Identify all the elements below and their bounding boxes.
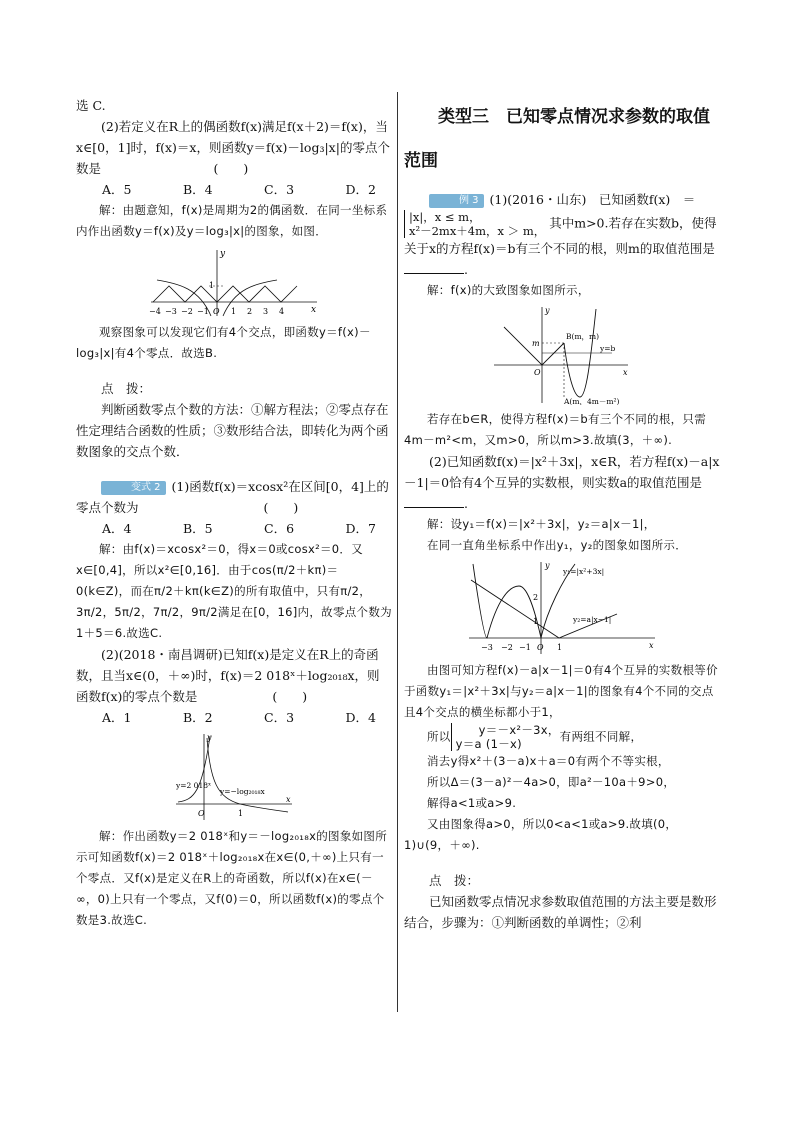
example-question-1 xyxy=(404,189,720,210)
tick: O xyxy=(213,307,220,316)
curve-label-exp: y=2 018ˣ xyxy=(176,781,212,790)
point-a: A(m，4m－m²) xyxy=(564,397,620,405)
example-q2-text: (2)已知函数f(x)＝|x²＋3x|，x∈R，若方程f(x)－a|x－1|＝0恰有4个互异的实数根，则实数a的取值范围是 xyxy=(404,454,720,490)
x-label: x xyxy=(311,305,317,315)
system-line: y＝a (1－x) xyxy=(455,737,522,751)
y-label: y xyxy=(545,561,550,570)
example-2-solution-c: 由图可知方程f(x)－a|x－1|＝0有4个互异的实数根等价于函数y₁＝|x²＋3x|与y₂＝a|x－1|的图象有4个不同的交点且4个交点的横坐标都小于1， xyxy=(404,663,718,719)
option: B．5 xyxy=(182,521,213,536)
x-label: x xyxy=(286,795,291,804)
tips-box-right xyxy=(404,870,720,933)
m-label: m xyxy=(532,339,540,348)
tips-text: 已知函数零点情况求参数取值范围的方法主要是数形结合，步骤为：①判断函数的单调性；②利 xyxy=(404,894,717,930)
option: A．5 xyxy=(102,182,132,197)
option: B．2 xyxy=(182,710,213,725)
triangle-wave xyxy=(153,286,297,302)
example-2-system-line xyxy=(404,723,720,751)
variant-question-1-text: (1)函数f(x)＝xcosx²在区间[0，4]上的零点个数为 ( ) xyxy=(76,479,389,515)
neg-log-curve xyxy=(207,738,288,812)
tips-text: 判断函数零点个数的方法：①解方程法；②零点存在性定理结合函数的性质；③数形结合法，即转化为两个函数图象的交点个数． xyxy=(76,402,389,459)
y-label: y xyxy=(207,733,212,742)
tick: −3 xyxy=(165,307,177,316)
tick: −1 xyxy=(197,307,209,316)
x-label: x xyxy=(623,368,628,377)
y-label: y xyxy=(220,249,226,259)
example-2-solution-b: 在同一直角坐标系中作出y₁，y₂的图象如图所示． xyxy=(427,538,688,552)
option: D．7 xyxy=(345,521,376,536)
option: A．4 xyxy=(102,521,132,536)
period: . xyxy=(464,262,468,277)
option: D．4 xyxy=(345,710,376,725)
tips-box xyxy=(76,378,392,462)
system-line: x²－2mx＋4m，x ＞ m， xyxy=(409,224,546,238)
variant-1-solution: 解：由f(x)＝xcosx²＝0，得x＝0或cosx²＝0．又x∈[0,4]，所以x²∈[0,16]．由于cos(π/2＋kπ)＝0(k∈Z)，而在π/2＋kπ(k∈Z)的所有取值中，只有π/2，3π/2，5π/2，7π/2，9π/2满足在[0，16]内，故零点个数为1＋5＝6.故选C. xyxy=(76,542,392,640)
y-label: y xyxy=(545,306,550,315)
system-line: |x|，x ≤ m， xyxy=(409,210,481,224)
variant-question-2: (2)(2018・南昌调研)已知f(x)是定义在R上的奇函数，且当x∈(0，＋∞)时，f(x)＝2 018ˣ＋log₂₀₁₈x，则函数f(x)的零点个数是 ( ) xyxy=(76,647,380,704)
so-label: 所以 xyxy=(427,729,451,744)
curve-label-log: y=−log₂₀₁₈x xyxy=(220,787,265,796)
piecewise-system xyxy=(404,210,545,238)
system-suffix: 有两组不同解， xyxy=(559,729,643,744)
variant-question-1 xyxy=(76,476,392,518)
tick-one: 1 xyxy=(533,617,539,626)
example-badge: 例 3 xyxy=(429,194,484,208)
tick: 1 xyxy=(231,307,237,316)
example-2-solution-f: 解得a<1或a>9. xyxy=(427,796,517,810)
answer-blank[interactable] xyxy=(404,260,464,274)
tick: −3 xyxy=(481,643,493,652)
option: C．3 xyxy=(264,182,295,197)
curve-label-1: y₁=|x²+3x| xyxy=(563,567,605,576)
question-2-solution: 解：由题意知，f(x)是周期为2的偶函数．在同一坐标系内作出函数y＝f(x)及y＝log₃|x|的图象，如图． xyxy=(76,203,388,238)
system-line: y＝－x²－3x， xyxy=(478,723,560,737)
x-label: x xyxy=(649,641,654,650)
example-2-solution-a: 解：设y₁＝f(x)＝|x²＋3x|，y₂＝a|x－1|， xyxy=(427,517,656,531)
example-2-solution-d: 消去y得x²＋(3－a)x＋a＝0有两个不等实根， xyxy=(427,754,670,768)
option: A．1 xyxy=(102,710,132,725)
exp-curve xyxy=(178,736,210,802)
point-b: B(m，m) xyxy=(566,332,600,341)
figure-periodic-log xyxy=(149,246,319,318)
example-question-2 xyxy=(404,451,720,514)
option: C．3 xyxy=(264,710,295,725)
line-label: y=b xyxy=(600,344,616,353)
example-1-conclusion: 若存在b∈R，使得方程f(x)＝b有三个不同的根，只需4m－m²<m，又m>0，所以m>3.故填(3，＋∞). xyxy=(404,412,707,447)
option: C．6 xyxy=(264,521,295,536)
curve-label-2: y₂=a|x−1| xyxy=(573,615,612,624)
figure-exp-log xyxy=(174,732,294,822)
period: . xyxy=(464,496,468,511)
option: B．4 xyxy=(182,182,213,197)
left-column xyxy=(76,95,392,931)
tick: 3 xyxy=(263,307,269,316)
tick-one: 1 xyxy=(238,809,244,818)
equation-system xyxy=(451,723,560,751)
figure-abs-quadratic xyxy=(467,560,657,656)
abs-quadratic-curve xyxy=(473,564,575,638)
abs-linear xyxy=(471,580,617,638)
line-select-c: 选 C. xyxy=(76,98,106,113)
example-q1-text: (1)(2016・山东) 已知函数f(x) ＝ xyxy=(489,192,696,207)
tips-title: 点 拨： xyxy=(101,381,152,396)
variant-1-options xyxy=(76,518,392,539)
variant-2-solution: 解：作出函数y＝2 018ˣ和y＝－log₂₀₁₈x的图象如图所示可知函数f(x)＝2 018ˣ＋log₂₀₁₈x在x∈(0,＋∞)上只有一个零点．又f(x)是定义在R上的奇函数，所以f(x)在x∈(－∞，0)上只有一个零点，又f(0)＝0，所以函数f(x)的零点个数是3.故选C. xyxy=(76,829,388,927)
example-2-solution-e: 所以Δ＝(3－a)²－4a>0，即a²－10a＋9>0， xyxy=(427,775,676,789)
figure-piecewise xyxy=(492,305,632,405)
question-2-options xyxy=(76,179,392,200)
example-q1-system-line xyxy=(404,210,720,280)
origin: O xyxy=(198,809,205,818)
option: D．2 xyxy=(345,182,376,197)
tick: −2 xyxy=(181,307,193,316)
tick: 4 xyxy=(279,307,285,316)
tick-one: 1 xyxy=(209,281,215,290)
example-2-solution-g: 又由图象得a>0，所以0<a<1或a>9.故填(0，1)∪(9，＋∞). xyxy=(404,817,678,852)
tick: 2 xyxy=(247,307,253,316)
tick-two: 2 xyxy=(533,593,539,602)
tick: O xyxy=(537,643,544,652)
section-title: 类型三 已知零点情况求参数的取值范围 xyxy=(404,107,710,171)
origin: O xyxy=(534,368,541,377)
example-q1-continued: 其中m>0.若存在实数b，使得关于x的方程f(x)＝b有三个不同的根，则m的取值范围是 xyxy=(404,215,717,256)
variant-2-options xyxy=(76,707,392,728)
answer-blank[interactable] xyxy=(404,494,464,508)
example-1-solution: 解：f(x)的大致图象如图所示， xyxy=(427,283,590,297)
tick: 1 xyxy=(557,643,563,652)
tick: −1 xyxy=(519,643,531,652)
column-divider xyxy=(397,92,398,1012)
question-2-conclusion: 观察图象可以发现它们有4个交点，即函数y＝f(x)－log₃|x|有4个零点．故选B. xyxy=(76,325,371,360)
tips-title: 点 拨： xyxy=(429,873,480,888)
right-column xyxy=(404,95,720,933)
tick: −4 xyxy=(149,307,161,316)
variant-badge: 变式 2 xyxy=(101,481,166,495)
question-2: (2)若定义在R上的偶函数f(x)满足f(x＋2)＝f(x)，当x∈[0，1]时，f(x)＝x，则函数y＝f(x)－log₃|x|的零点个数是 ( ) xyxy=(76,119,390,176)
tick: −2 xyxy=(501,643,513,652)
